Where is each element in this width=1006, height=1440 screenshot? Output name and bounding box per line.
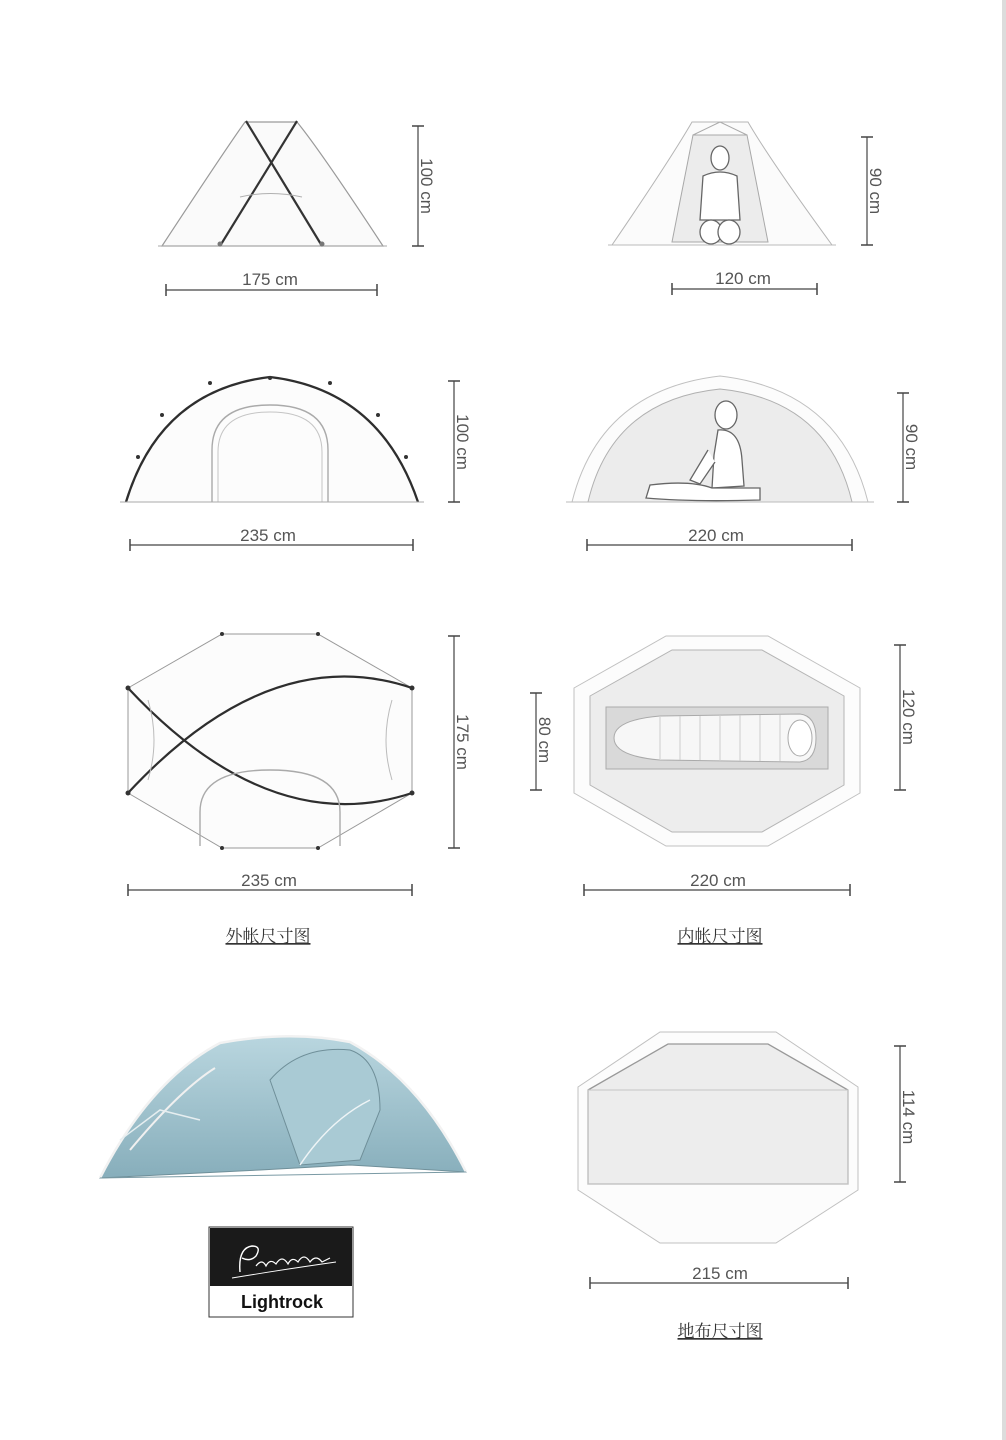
inner-side-height-label: 90 cm (866, 167, 885, 215)
inner-side-width-label: 120 cm (715, 269, 771, 288)
fly-top-view (126, 632, 415, 850)
brand-product-name: Lightrock (240, 1292, 324, 1312)
inner-front-height-label: 90 cm (902, 423, 921, 471)
inner-top-depth-label: 120 cm (899, 689, 918, 745)
fly-front-width-label: 235 cm (240, 526, 296, 545)
inner-front-view (566, 376, 874, 502)
footprint-view (578, 1032, 858, 1243)
inner-side-view (608, 122, 836, 245)
footprint-width-label: 215 cm (692, 1264, 748, 1283)
fly-side-width-label: 175 cm (242, 270, 298, 289)
fly-front-height-label: 100 cm (453, 414, 472, 470)
fly-top-depth-label: 175 cm (453, 714, 472, 770)
fly-top-width-label: 235 cm (241, 871, 297, 890)
sleeping-pad-width-label: 80 cm (535, 716, 554, 764)
inner-top-view (574, 636, 860, 846)
fly-caption: 外帐尺寸图 (225, 927, 311, 947)
inner-front-width-label: 220 cm (688, 526, 744, 545)
inner-caption: 内帐尺寸图 (677, 927, 763, 947)
brand-logo (209, 1227, 353, 1317)
fly-side-height-label: 100 cm (417, 158, 436, 214)
footprint-depth-label: 114 cm (899, 1089, 918, 1145)
fly-side-view (158, 121, 387, 247)
inner-top-width-label: 220 cm (690, 871, 746, 890)
footprint-caption: 地布尺寸图 (677, 1322, 763, 1342)
tent-product-image (100, 1036, 466, 1178)
fly-front-view (120, 376, 424, 502)
right-edge-border (1002, 0, 1006, 1440)
